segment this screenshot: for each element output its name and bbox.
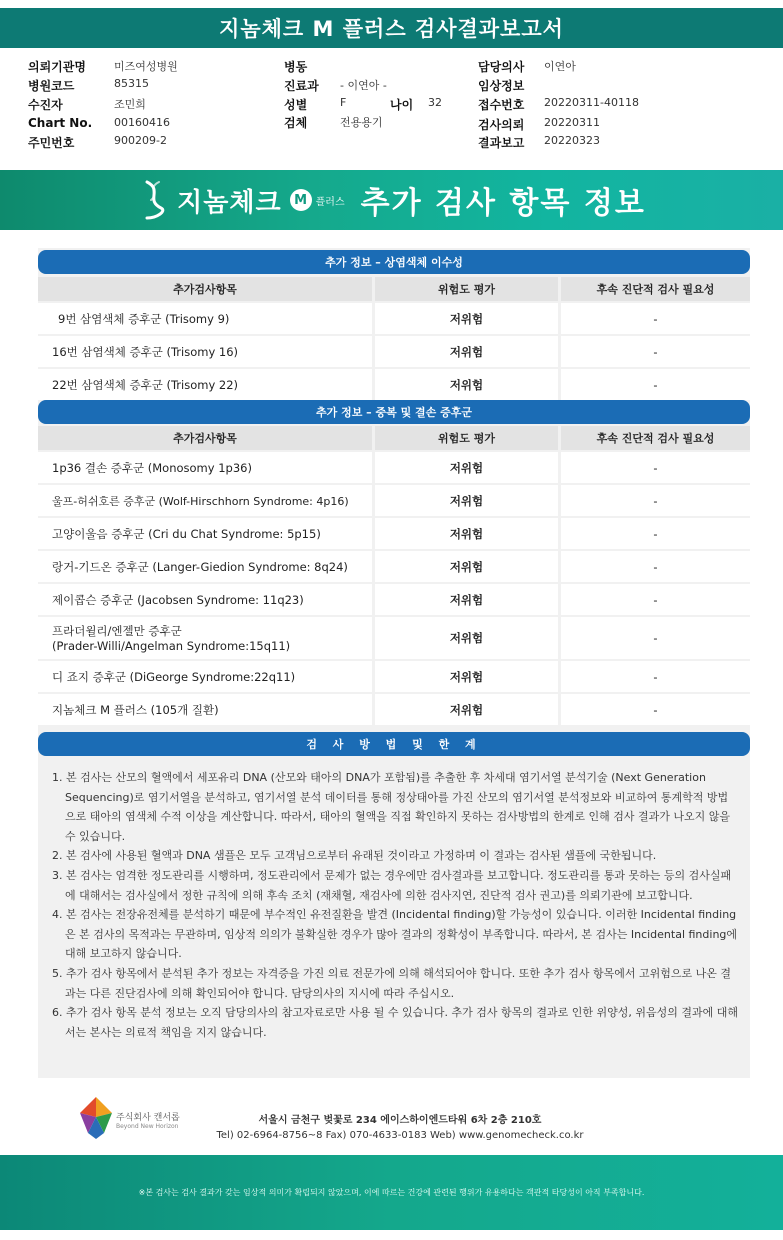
company-logo <box>78 1093 198 1143</box>
banner-plus: 플러스 <box>315 196 345 208</box>
row-item: 22번 삼염색체 증후군 (Trisomy 22) <box>38 369 372 400</box>
info-label-resident-no: 주민번호 <box>28 136 75 150</box>
row-followup: - <box>561 303 750 334</box>
row-risk: 저위험 <box>375 694 558 725</box>
table-header-row <box>38 426 750 450</box>
section2-header: 추가 정보 – 중복 및 결손 증후군 <box>38 400 750 424</box>
row-item <box>38 617 372 659</box>
report-title: 지놈체크 M 플러스 검사결과보고서 <box>0 8 783 48</box>
info-label-receipt-no: 접수번호 <box>478 98 525 112</box>
info-label-specimen: 검체 <box>284 116 308 130</box>
info-value-specimen: 전용용기 <box>340 116 383 129</box>
row-item: 16번 삼염색체 증후군 (Trisomy 16) <box>38 336 372 367</box>
header-followup: 후속 진단적 검사 필요성 <box>561 426 750 450</box>
table-row <box>38 694 750 725</box>
banner-headline: 추가 검사 항목 정보 <box>360 186 646 221</box>
row-item: 지놈체크 M 플러스 (105개 질환) <box>38 694 372 725</box>
banner-m-badge: M <box>290 189 312 211</box>
row-followup: - <box>561 485 750 516</box>
banner-brand: 지놈체크 <box>177 187 282 218</box>
dna-helix-icon <box>137 180 171 220</box>
method-item: 2. 본 검사에 사용된 혈액과 DNA 샘플은 모두 고객님으로부터 유래된 것이라고 가정하며 이 결과는 검사된 샘플에 국한됩니다. <box>52 849 657 863</box>
info-label-patient: 수진자 <box>28 98 63 112</box>
row-risk: 저위험 <box>375 303 558 334</box>
header-risk: 위험도 평가 <box>375 426 558 450</box>
info-value-department: - 이연아 - <box>340 79 387 92</box>
row-followup: - <box>561 551 750 582</box>
row-risk: 저위험 <box>375 336 558 367</box>
info-label-department: 진료과 <box>284 79 319 93</box>
info-label-clinical: 임상정보 <box>478 79 525 93</box>
row-followup: - <box>561 336 750 367</box>
info-value-patient: 조민희 <box>114 98 146 111</box>
method-item: 1. 본 검사는 산모의 혈액에서 세포유리 DNA (산모와 태아의 DNA가 포함됨)를 추출한 후 차세대 염기서열 분석기술 (Next Generation Sequencing)로 염기서열을 분석하고, 염기서열 분석 데이터를 통해 정상태아를 가진 산모의 염기서열 분석정보와 비교하여 통계학적 방법으로 태아의 염색체 수적 이상을 계산합니다. 따라서, 태아의 혈액을 직접 확인하지 못하는 검사방법의 한계로 인해 검사 결과가 나오지 않을 수 있습니다. <box>52 771 730 843</box>
company-name: 주식회사 캔서롭 <box>116 1113 180 1123</box>
row-item: 9번 삼염색체 증후군 (Trisomy 9) <box>38 303 372 334</box>
info-label-hospital-code: 병원코드 <box>28 79 75 93</box>
header-item: 추가검사항목 <box>38 277 372 301</box>
row-risk: 저위험 <box>375 584 558 615</box>
method-header: 검 사 방 법 및 한 계 <box>38 732 750 756</box>
section1-header: 추가 정보 – 상염색체 이수성 <box>38 250 750 274</box>
row-item: 디 죠지 증후군 (DiGeorge Syndrome:22q11) <box>38 661 372 692</box>
row-followup: - <box>561 584 750 615</box>
table-row <box>38 661 750 692</box>
method-item: 5. 추가 검사 항목에서 분석된 추가 정보는 자격증을 가진 의료 전문가에 의해 해석되어야 합니다. 또한 추가 검사 항목에서 고위험으로 나온 결과는 다른 진단검사에 의해 확인되어야 합니다. 담당의사의 지시에 따라 주십시오. <box>52 966 731 1000</box>
table-row <box>38 584 750 615</box>
row-followup: - <box>561 518 750 549</box>
row-risk: 저위험 <box>375 485 558 516</box>
row-item-line1: 프라더윌리/엔젤만 증후군 <box>52 624 182 638</box>
table-row <box>38 452 750 483</box>
info-value-report-date: 20220323 <box>544 134 600 147</box>
info-label-chart-no: Chart No. <box>28 116 93 130</box>
row-followup: - <box>561 617 750 659</box>
row-item: 고양이울음 증후군 (Cri du Chat Syndrome: 5p15) <box>38 518 372 549</box>
info-label-report-date: 결과보고 <box>478 136 525 150</box>
method-list <box>52 768 738 1042</box>
row-risk: 저위험 <box>375 369 558 400</box>
table-row <box>38 369 750 400</box>
company-address: 서울시 금천구 벚꽃로 234 에이스하이엔드타워 6차 2층 210호 <box>258 1115 542 1126</box>
info-value-institution: 미즈여성병원 <box>114 60 178 73</box>
method-item: 4. 본 검사는 전장유전체를 분석하기 때문에 부수적인 유전질환을 발견 (Incidental finding)할 가능성이 있습니다. 이러한 Incidental finding은 본 검사의 목적과는 무관하며, 임상적 의의가 불확실한 경우가 많아 결과의 정확성이 부족합니다. 따라서, 본 검사는 Incidental finding에 대해 보고하지 않습니다. <box>52 908 738 961</box>
disclaimer-text: ※본 검사는 검사 결과가 갖는 임상적 의미가 확립되지 않았으며, 이에 따르는 건강에 관련된 행위가 유용하다는 객관적 타당성이 아직 부족합니다. <box>138 1188 645 1197</box>
row-item: 제이콥슨 증후군 (Jacobsen Syndrome: 11q23) <box>38 584 372 615</box>
info-value-sex: F <box>340 96 347 109</box>
info-label-ward: 병동 <box>284 60 308 74</box>
info-value-chart-no: 00160416 <box>114 116 170 129</box>
info-value-receipt-no: 20220311-40118 <box>544 96 639 109</box>
company-logo-icon <box>78 1095 114 1141</box>
row-item-line2: (Prader-Willi/Angelman Syndrome:15q11) <box>52 639 291 653</box>
info-label-age: 나이 <box>390 98 414 112</box>
row-item: 랑거-기드온 증후군 (Langer-Giedion Syndrome: 8q24) <box>38 551 372 582</box>
info-value-age: 32 <box>428 96 442 109</box>
table-row <box>38 551 750 582</box>
info-value-doctor: 이연아 <box>544 60 576 73</box>
table-row <box>38 617 750 659</box>
header-followup: 후속 진단적 검사 필요성 <box>561 277 750 301</box>
table-row <box>38 485 750 516</box>
row-risk: 저위험 <box>375 452 558 483</box>
info-label-request-date: 검사의뢰 <box>478 118 525 132</box>
info-value-resident-no: 900209-2 <box>114 134 167 147</box>
table-row <box>38 336 750 367</box>
info-label-sex: 성별 <box>284 98 308 112</box>
row-risk: 저위험 <box>375 661 558 692</box>
row-followup: - <box>561 452 750 483</box>
row-item: 울프-허쉬호른 증후군 (Wolf-Hirschhorn Syndrome: 4p16) <box>38 485 372 516</box>
info-value-request-date: 20220311 <box>544 116 600 129</box>
table-header-row <box>38 277 750 301</box>
disclaimer-band <box>0 1155 783 1230</box>
row-risk: 저위험 <box>375 617 558 659</box>
row-followup: - <box>561 661 750 692</box>
row-risk: 저위험 <box>375 551 558 582</box>
row-item: 1p36 결손 증후군 (Monosomy 1p36) <box>38 452 372 483</box>
info-value-hospital-code: 85315 <box>114 77 149 90</box>
product-banner <box>0 170 783 230</box>
row-followup: - <box>561 369 750 400</box>
info-label-institution: 의뢰기관명 <box>28 60 86 74</box>
table-row <box>38 303 750 334</box>
row-risk: 저위험 <box>375 518 558 549</box>
header-risk: 위험도 평가 <box>375 277 558 301</box>
method-item: 6. 추가 검사 항목 분석 정보는 오직 담당의사의 참고자료로만 사용 될 수 있습니다. 추가 검사 항목의 결과로 인한 위양성, 위음성의 결과에 대해서는 본사는 의료적 책임을 지지 않습니다. <box>52 1006 738 1039</box>
method-item: 3. 본 검사는 엄격한 정도관리를 시행하며, 정도관리에서 문제가 없는 경우에만 검사결과를 보고합니다. 정도관리를 통과 못하는 등의 검사실패에 대해서는 검사실에서 정한 규칙에 의해 후속 조치 (재채혈, 재검사에 의한 검사지연, 진단적 검사 권고)를 의뢰기관에 보고합니다. <box>52 868 732 902</box>
header-item: 추가검사항목 <box>38 426 372 450</box>
row-followup: - <box>561 694 750 725</box>
company-contact: Tel) 02-6964-8756~8 Fax) 070-4633-0183 Web) www.genomecheck.co.kr <box>216 1130 584 1141</box>
table-row <box>38 518 750 549</box>
info-label-doctor: 담당의사 <box>478 60 525 74</box>
company-slogan: Beyond New Horizon <box>116 1123 179 1130</box>
